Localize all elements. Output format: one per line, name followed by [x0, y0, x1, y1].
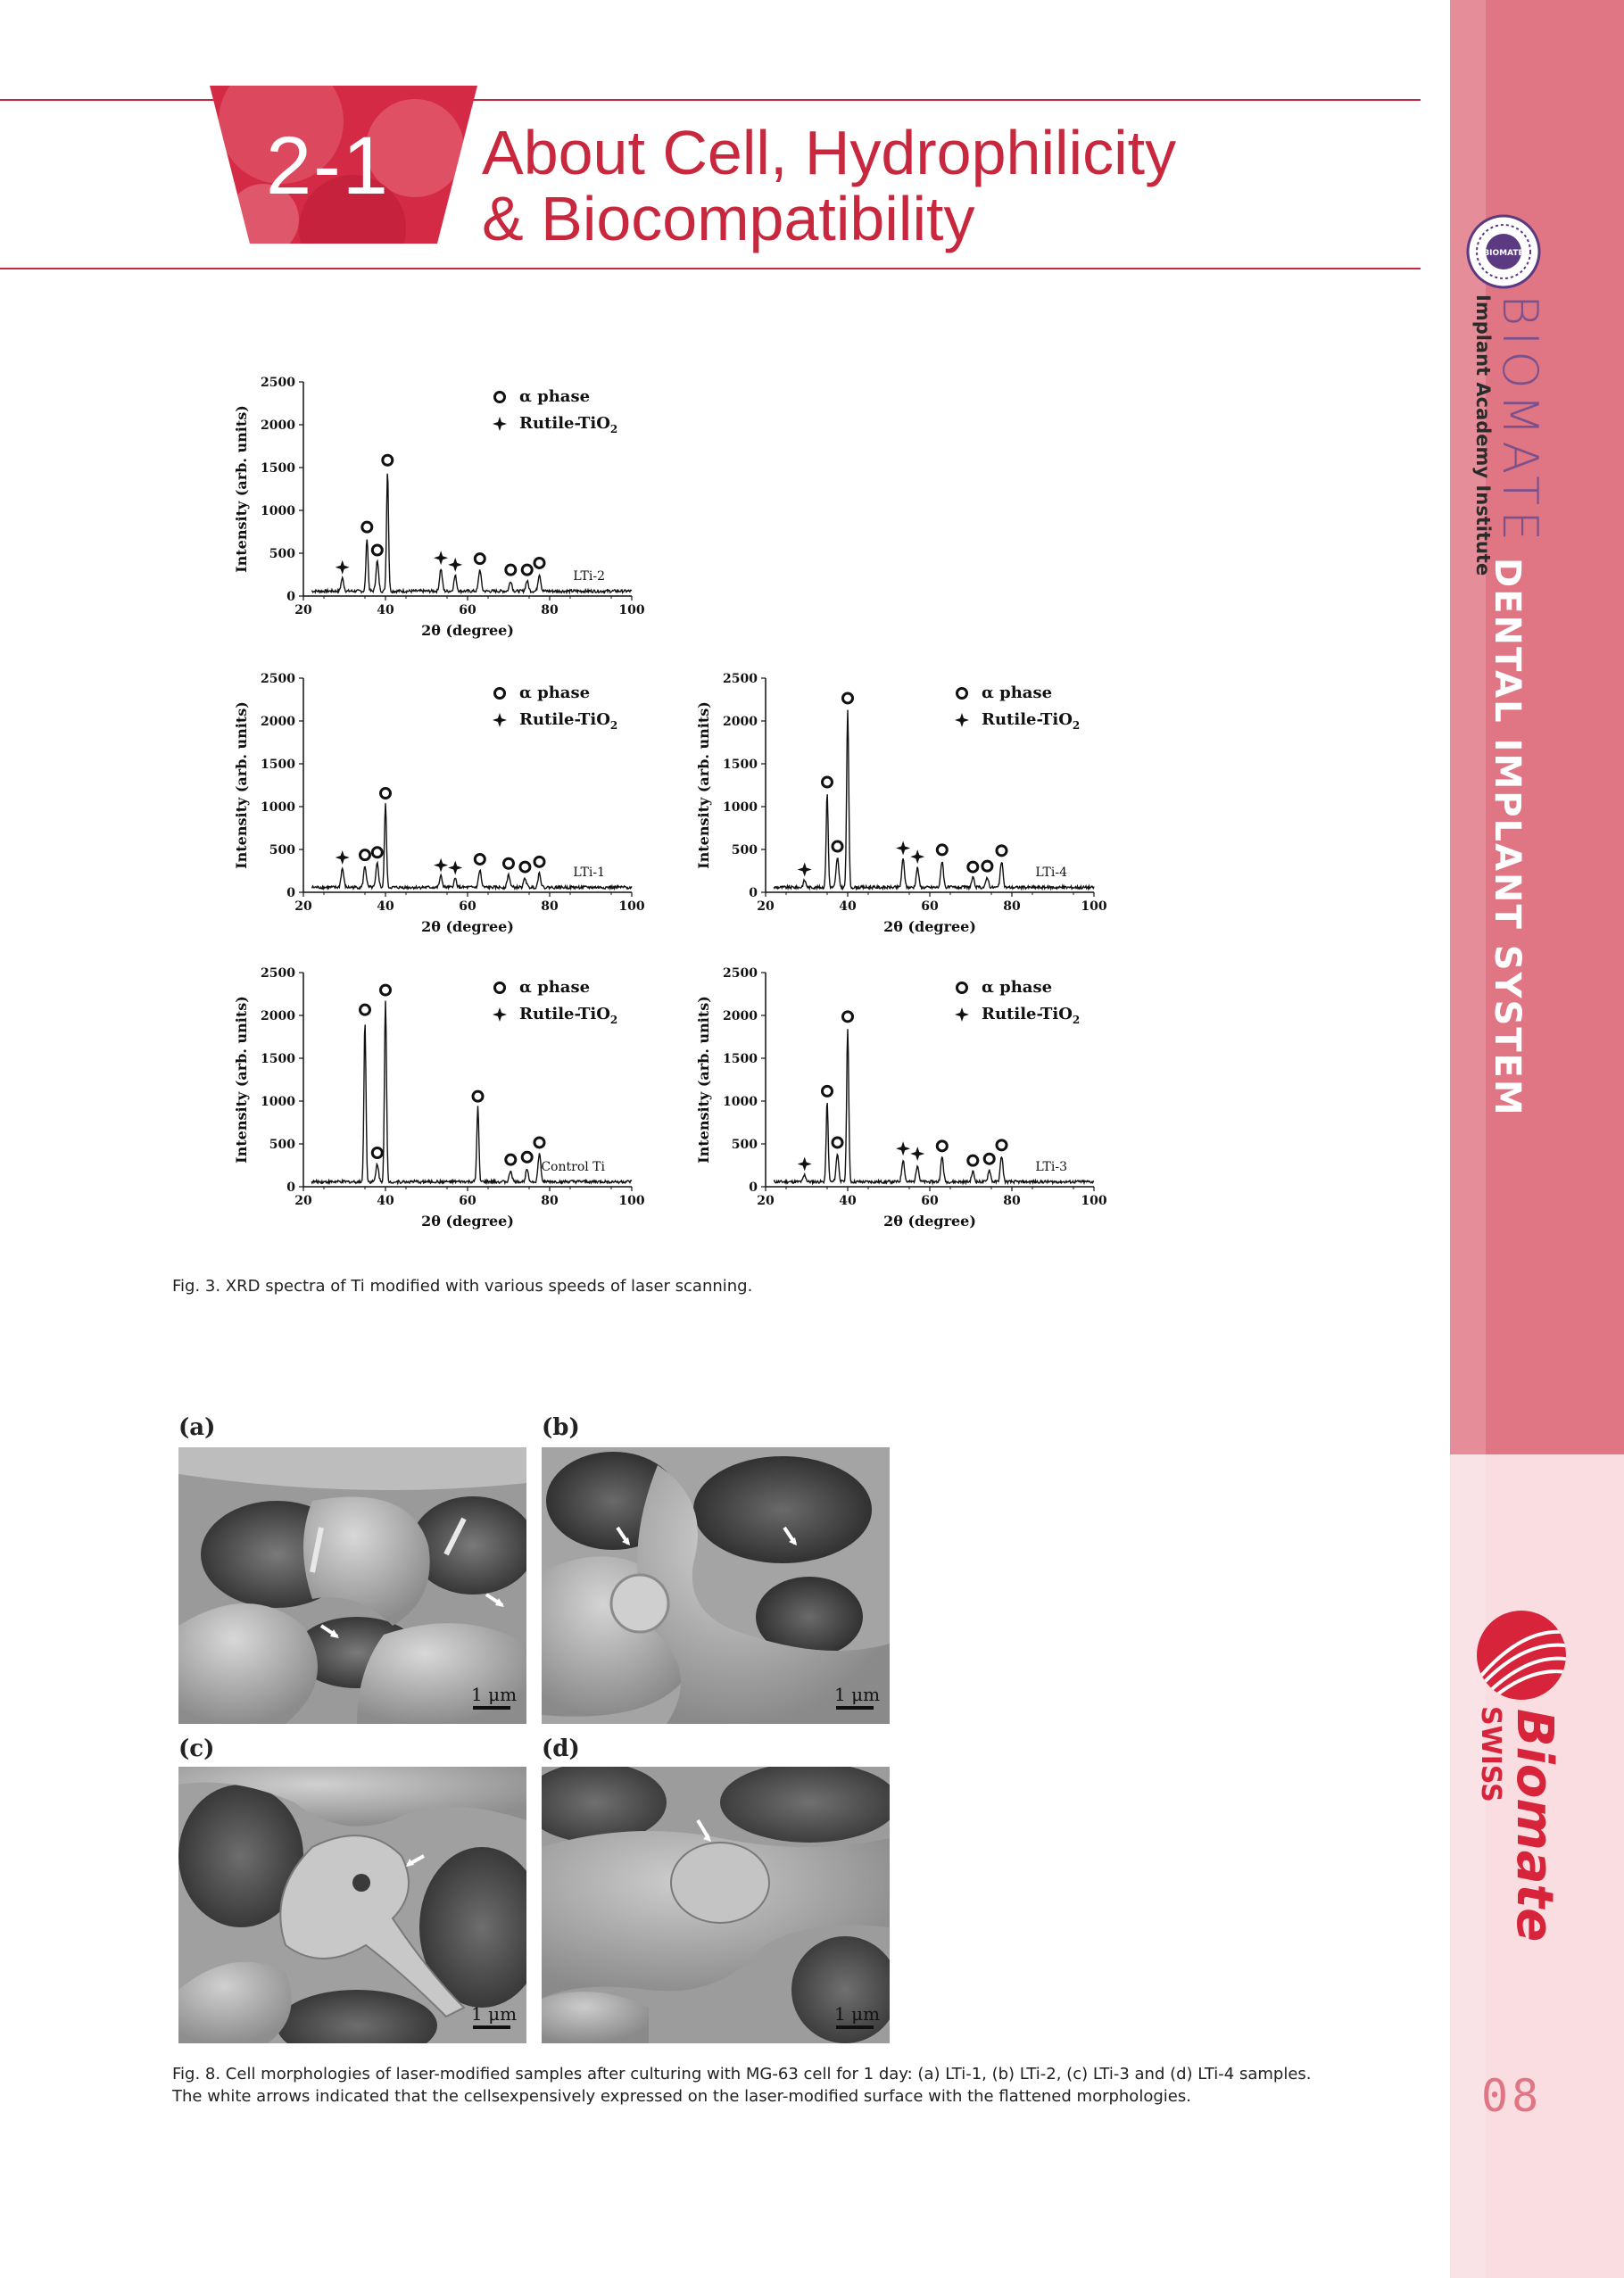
- scale-bar-a: 1 μm: [471, 1684, 518, 1705]
- x-axis-label: 2θ (degree): [421, 918, 514, 935]
- x-tick-label: 60: [459, 1194, 476, 1208]
- legend-alpha-label: α phase: [982, 978, 1053, 997]
- alpha-phase-marker: [383, 455, 393, 465]
- alpha-phase-marker: [475, 554, 485, 564]
- y-tick-label: 500: [731, 843, 758, 857]
- legend-rutile-label: Rutile-TiO$_2$: [982, 1005, 1081, 1026]
- x-tick-label: 80: [541, 899, 559, 914]
- rutile-marker: [448, 558, 462, 572]
- x-tick-label: 60: [921, 1194, 939, 1208]
- header-bottom-rule: [0, 268, 1421, 269]
- x-tick-label: 100: [1081, 1194, 1107, 1208]
- alpha-phase-marker: [997, 846, 1007, 856]
- legend-rutile-icon: [493, 417, 507, 431]
- figure8-caption-line1: Fig. 8. Cell morphologies of laser-modified samples after culturing with MG-63 cell for 1 day: (a) LTi-1, (b) LTi-2, (c) LTi-3 and (d) LTi-4 samples.: [172, 2065, 1312, 2083]
- legend-rutile-label: Rutile-TiO$_2$: [519, 710, 618, 732]
- sample-label: Control Ti: [541, 1160, 605, 1174]
- y-tick-label: 1000: [723, 1095, 758, 1109]
- legend-alpha-icon: [957, 689, 967, 699]
- y-tick-label: 500: [269, 547, 295, 561]
- x-tick-label: 40: [839, 1194, 857, 1208]
- y-tick-label: 0: [749, 1180, 758, 1195]
- panel-label-a: (a): [178, 1414, 216, 1441]
- x-axis-label: 2θ (degree): [421, 1213, 514, 1230]
- y-tick-label: 2000: [723, 1009, 758, 1023]
- alpha-phase-marker: [362, 522, 372, 532]
- y-axis-label: Intensity (arb. units): [233, 701, 250, 869]
- y-tick-label: 1000: [261, 1095, 295, 1109]
- legend-alpha-label: α phase: [982, 683, 1053, 702]
- sem-photo-a: [178, 1447, 526, 1724]
- rutile-marker: [336, 560, 350, 575]
- y-tick-label: 2500: [261, 672, 295, 686]
- academy-emblem: [1466, 214, 1541, 289]
- legend-rutile-label: Rutile-TiO$_2$: [519, 414, 618, 435]
- scale-bar-b: 1 μm: [834, 1684, 881, 1705]
- y-tick-label: 1500: [261, 758, 295, 772]
- rutile-marker: [896, 1141, 910, 1156]
- alpha-phase-marker: [843, 693, 853, 703]
- spectrum-line: [311, 1001, 632, 1184]
- y-tick-label: 1500: [723, 758, 758, 772]
- y-tick-label: 500: [269, 1138, 295, 1152]
- alpha-phase-marker: [833, 841, 842, 851]
- y-tick-label: 2000: [261, 1009, 295, 1023]
- alpha-phase-marker: [968, 862, 978, 872]
- alpha-phase-marker: [372, 1148, 382, 1158]
- y-tick-label: 2000: [261, 715, 295, 729]
- legend-rutile-label: Rutile-TiO$_2$: [982, 710, 1081, 732]
- y-tick-label: 2500: [261, 376, 295, 390]
- x-tick-label: 60: [459, 603, 476, 617]
- panel-label-c: (c): [178, 1735, 215, 1762]
- alpha-phase-marker: [522, 1152, 532, 1162]
- x-tick-label: 80: [541, 1194, 559, 1208]
- sample-label: LTi-2: [573, 569, 605, 584]
- x-tick-label: 20: [294, 1194, 312, 1208]
- logo-sub: SWISS: [1475, 1706, 1506, 1802]
- rutile-marker: [448, 861, 462, 875]
- y-tick-label: 500: [731, 1138, 758, 1152]
- alpha-phase-marker: [534, 558, 544, 567]
- x-tick-label: 60: [921, 899, 939, 914]
- alpha-phase-marker: [534, 857, 544, 866]
- alpha-phase-marker: [937, 1141, 947, 1151]
- xrd-chart-lti-3: [685, 965, 1149, 1260]
- rutile-marker: [798, 1156, 812, 1171]
- y-tick-label: 1500: [261, 1052, 295, 1066]
- legend-alpha-icon: [495, 393, 505, 402]
- y-tick-label: 1000: [261, 800, 295, 815]
- sample-label: LTi-4: [1035, 866, 1067, 880]
- alpha-phase-marker: [823, 1086, 833, 1096]
- y-tick-label: 1000: [723, 800, 758, 815]
- legend-rutile-icon: [955, 1007, 969, 1022]
- xrd-chart-lti-4: [685, 671, 1149, 965]
- sample-label: LTi-1: [573, 866, 605, 880]
- y-axis-label: Intensity (arb. units): [233, 996, 250, 1164]
- rutile-marker: [434, 858, 448, 873]
- figure8-caption-line2: The white arrows indicated that the cellsexpensively expressed on the laser-modified surface with the flattened morphologies.: [172, 2087, 1191, 2106]
- x-tick-label: 40: [377, 603, 394, 617]
- page-number: 08: [1481, 2070, 1543, 2122]
- y-tick-label: 0: [286, 590, 295, 604]
- y-axis-label: Intensity (arb. units): [695, 996, 712, 1164]
- rutile-marker: [896, 841, 910, 855]
- xrd-chart-lti-1: [223, 671, 687, 965]
- alpha-phase-marker: [475, 854, 485, 864]
- biomate-logo-icon: [1472, 1606, 1570, 1704]
- y-tick-label: 0: [749, 886, 758, 900]
- alpha-phase-marker: [473, 1091, 483, 1101]
- alpha-phase-marker: [506, 1155, 516, 1164]
- y-axis-label: Intensity (arb. units): [695, 701, 712, 869]
- alpha-phase-marker: [968, 1156, 978, 1165]
- legend-rutile-icon: [955, 713, 969, 727]
- alpha-phase-marker: [984, 1154, 994, 1164]
- figure3-caption: Fig. 3. XRD spectra of Ti modified with various speeds of laser scanning.: [172, 1277, 753, 1296]
- alpha-phase-marker: [833, 1138, 842, 1147]
- legend-rutile-icon: [493, 713, 507, 727]
- y-tick-label: 2000: [723, 715, 758, 729]
- rutile-marker: [910, 1147, 924, 1161]
- y-tick-label: 2500: [261, 966, 295, 981]
- page-title-line2: & Biocompatibility: [482, 184, 975, 253]
- x-tick-label: 40: [377, 899, 394, 914]
- x-tick-label: 40: [839, 899, 857, 914]
- y-tick-label: 2500: [723, 966, 758, 981]
- alpha-phase-marker: [937, 845, 947, 855]
- x-axis-label: 2θ (degree): [421, 622, 514, 639]
- x-tick-label: 80: [1003, 1194, 1021, 1208]
- x-tick-label: 100: [618, 899, 645, 914]
- alpha-phase-marker: [520, 862, 530, 872]
- section-number: 2-1: [266, 120, 390, 211]
- brand-word: BIOMATE: [1492, 294, 1548, 547]
- academy-name: Implant Academy Institute: [1472, 294, 1494, 576]
- alpha-phase-marker: [823, 777, 833, 787]
- xrd-chart-control-ti: [223, 965, 687, 1260]
- legend-alpha-icon: [957, 983, 967, 993]
- alpha-phase-marker: [381, 789, 391, 799]
- rutile-marker: [434, 551, 448, 565]
- y-tick-label: 1500: [723, 1052, 758, 1066]
- y-tick-label: 0: [286, 1180, 295, 1195]
- x-tick-label: 20: [294, 603, 312, 617]
- legend-rutile-icon: [493, 1007, 507, 1022]
- sem-photo-b: [542, 1447, 890, 1724]
- alpha-phase-marker: [997, 1140, 1007, 1150]
- xrd-chart-lti-2: [223, 375, 687, 669]
- emblem-text: BIOMATE: [1483, 249, 1524, 258]
- legend-alpha-icon: [495, 689, 505, 699]
- alpha-phase-marker: [843, 1012, 853, 1022]
- scale-bar-d: 1 μm: [834, 2003, 881, 2025]
- page-title-line1: About Cell, Hydrophilicity: [482, 118, 1177, 187]
- alpha-phase-marker: [504, 858, 514, 868]
- x-tick-label: 20: [294, 899, 312, 914]
- x-tick-label: 40: [377, 1194, 394, 1208]
- system-title: DENTAL IMPLANT SYSTEM: [1487, 558, 1528, 1117]
- alpha-phase-marker: [522, 565, 532, 575]
- panel-label-b: (b): [542, 1414, 580, 1441]
- sem-photo-c: [178, 1767, 526, 2043]
- alpha-phase-marker: [381, 985, 391, 995]
- sample-label: LTi-3: [1035, 1160, 1067, 1174]
- y-tick-label: 1500: [261, 461, 295, 476]
- y-tick-label: 2000: [261, 418, 295, 433]
- x-tick-label: 80: [1003, 899, 1021, 914]
- y-tick-label: 1000: [261, 504, 295, 518]
- x-tick-label: 20: [757, 1194, 775, 1208]
- y-tick-label: 2500: [723, 672, 758, 686]
- x-tick-label: 100: [618, 1194, 645, 1208]
- x-tick-label: 100: [618, 603, 645, 617]
- x-tick-label: 80: [541, 603, 559, 617]
- x-tick-label: 100: [1081, 899, 1107, 914]
- sem-photo-d: [542, 1767, 890, 2043]
- legend-rutile-label: Rutile-TiO$_2$: [519, 1005, 618, 1026]
- x-tick-label: 20: [757, 899, 775, 914]
- spectrum-line: [774, 710, 1094, 890]
- panel-label-d: (d): [542, 1735, 580, 1762]
- rutile-marker: [336, 850, 350, 865]
- legend-alpha-label: α phase: [519, 387, 591, 406]
- alpha-phase-marker: [372, 848, 382, 857]
- rutile-marker: [910, 849, 924, 864]
- x-tick-label: 60: [459, 899, 476, 914]
- x-axis-label: 2θ (degree): [883, 1213, 976, 1230]
- alpha-phase-marker: [372, 545, 382, 555]
- alpha-phase-marker: [534, 1138, 544, 1147]
- scale-bar-c: 1 μm: [471, 2003, 518, 2025]
- legend-alpha-label: α phase: [519, 683, 591, 702]
- legend-alpha-label: α phase: [519, 978, 591, 997]
- logo-name: Biomate: [1505, 1709, 1563, 1943]
- x-axis-label: 2θ (degree): [883, 918, 976, 935]
- alpha-phase-marker: [360, 1005, 370, 1015]
- alpha-phase-marker: [982, 861, 992, 871]
- alpha-phase-marker: [360, 850, 370, 860]
- alpha-phase-marker: [506, 565, 516, 575]
- y-axis-label: Intensity (arb. units): [233, 405, 250, 573]
- legend-alpha-icon: [495, 983, 505, 993]
- rutile-marker: [798, 862, 812, 876]
- y-tick-label: 0: [286, 886, 295, 900]
- y-tick-label: 500: [269, 843, 295, 857]
